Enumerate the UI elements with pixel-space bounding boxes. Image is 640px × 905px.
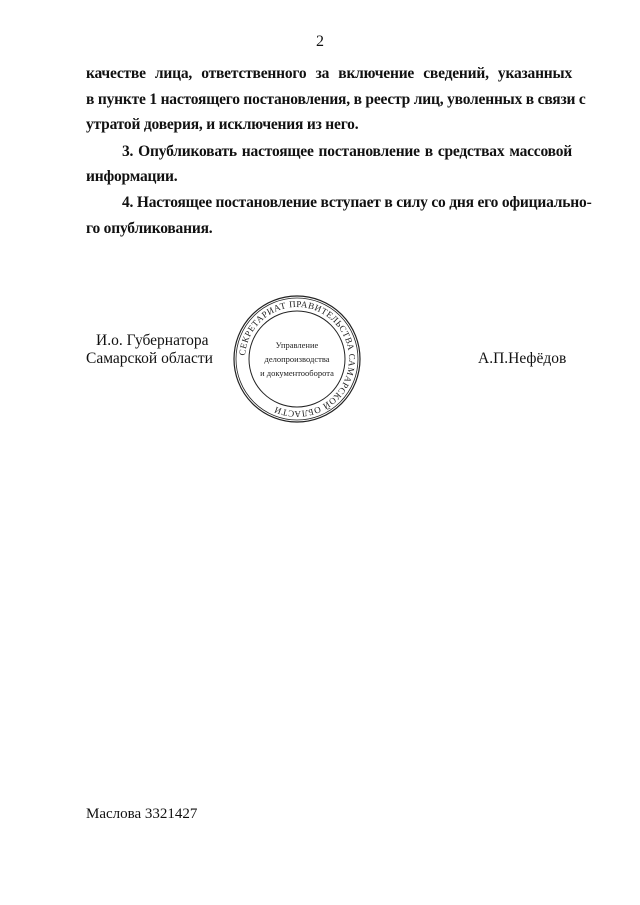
stamp-center-line: Управление [275, 340, 319, 350]
stamp-center-line: делопроизводства [264, 354, 330, 364]
page-number: 2 [316, 33, 324, 50]
footer-contact: Маслова 3321427 [86, 806, 198, 822]
signature-position-line1: И.о. Губернатора [96, 332, 209, 349]
body-line: в пункте 1 настоящего постановления, в реестр лиц, уволенных в связи с [86, 91, 586, 108]
body-line: 3. Опубликовать настоящее постановление в средствах массовой [122, 143, 572, 160]
official-stamp [232, 294, 362, 424]
body-line: 4. Настоящее постановление вступает в силу со дня его официально- [122, 194, 592, 211]
body-line: информации. [86, 168, 178, 185]
signature-position-line2: Самарской области [86, 350, 213, 367]
body-line: качестве лица, ответственного за включение сведений, указанных [86, 65, 572, 82]
signature-name: А.П.Нефёдов [478, 350, 567, 367]
stamp-center-line: и документооборота [260, 368, 334, 378]
body-line: го опубликования. [86, 220, 213, 237]
body-line: утратой доверия, и исключения из него. [86, 116, 359, 133]
stamp-ring-text: СЕКРЕТАРИАТ ПРАВИТЕЛЬСТВА САМАРСКОЙ ОБЛАСТИ [237, 298, 358, 420]
